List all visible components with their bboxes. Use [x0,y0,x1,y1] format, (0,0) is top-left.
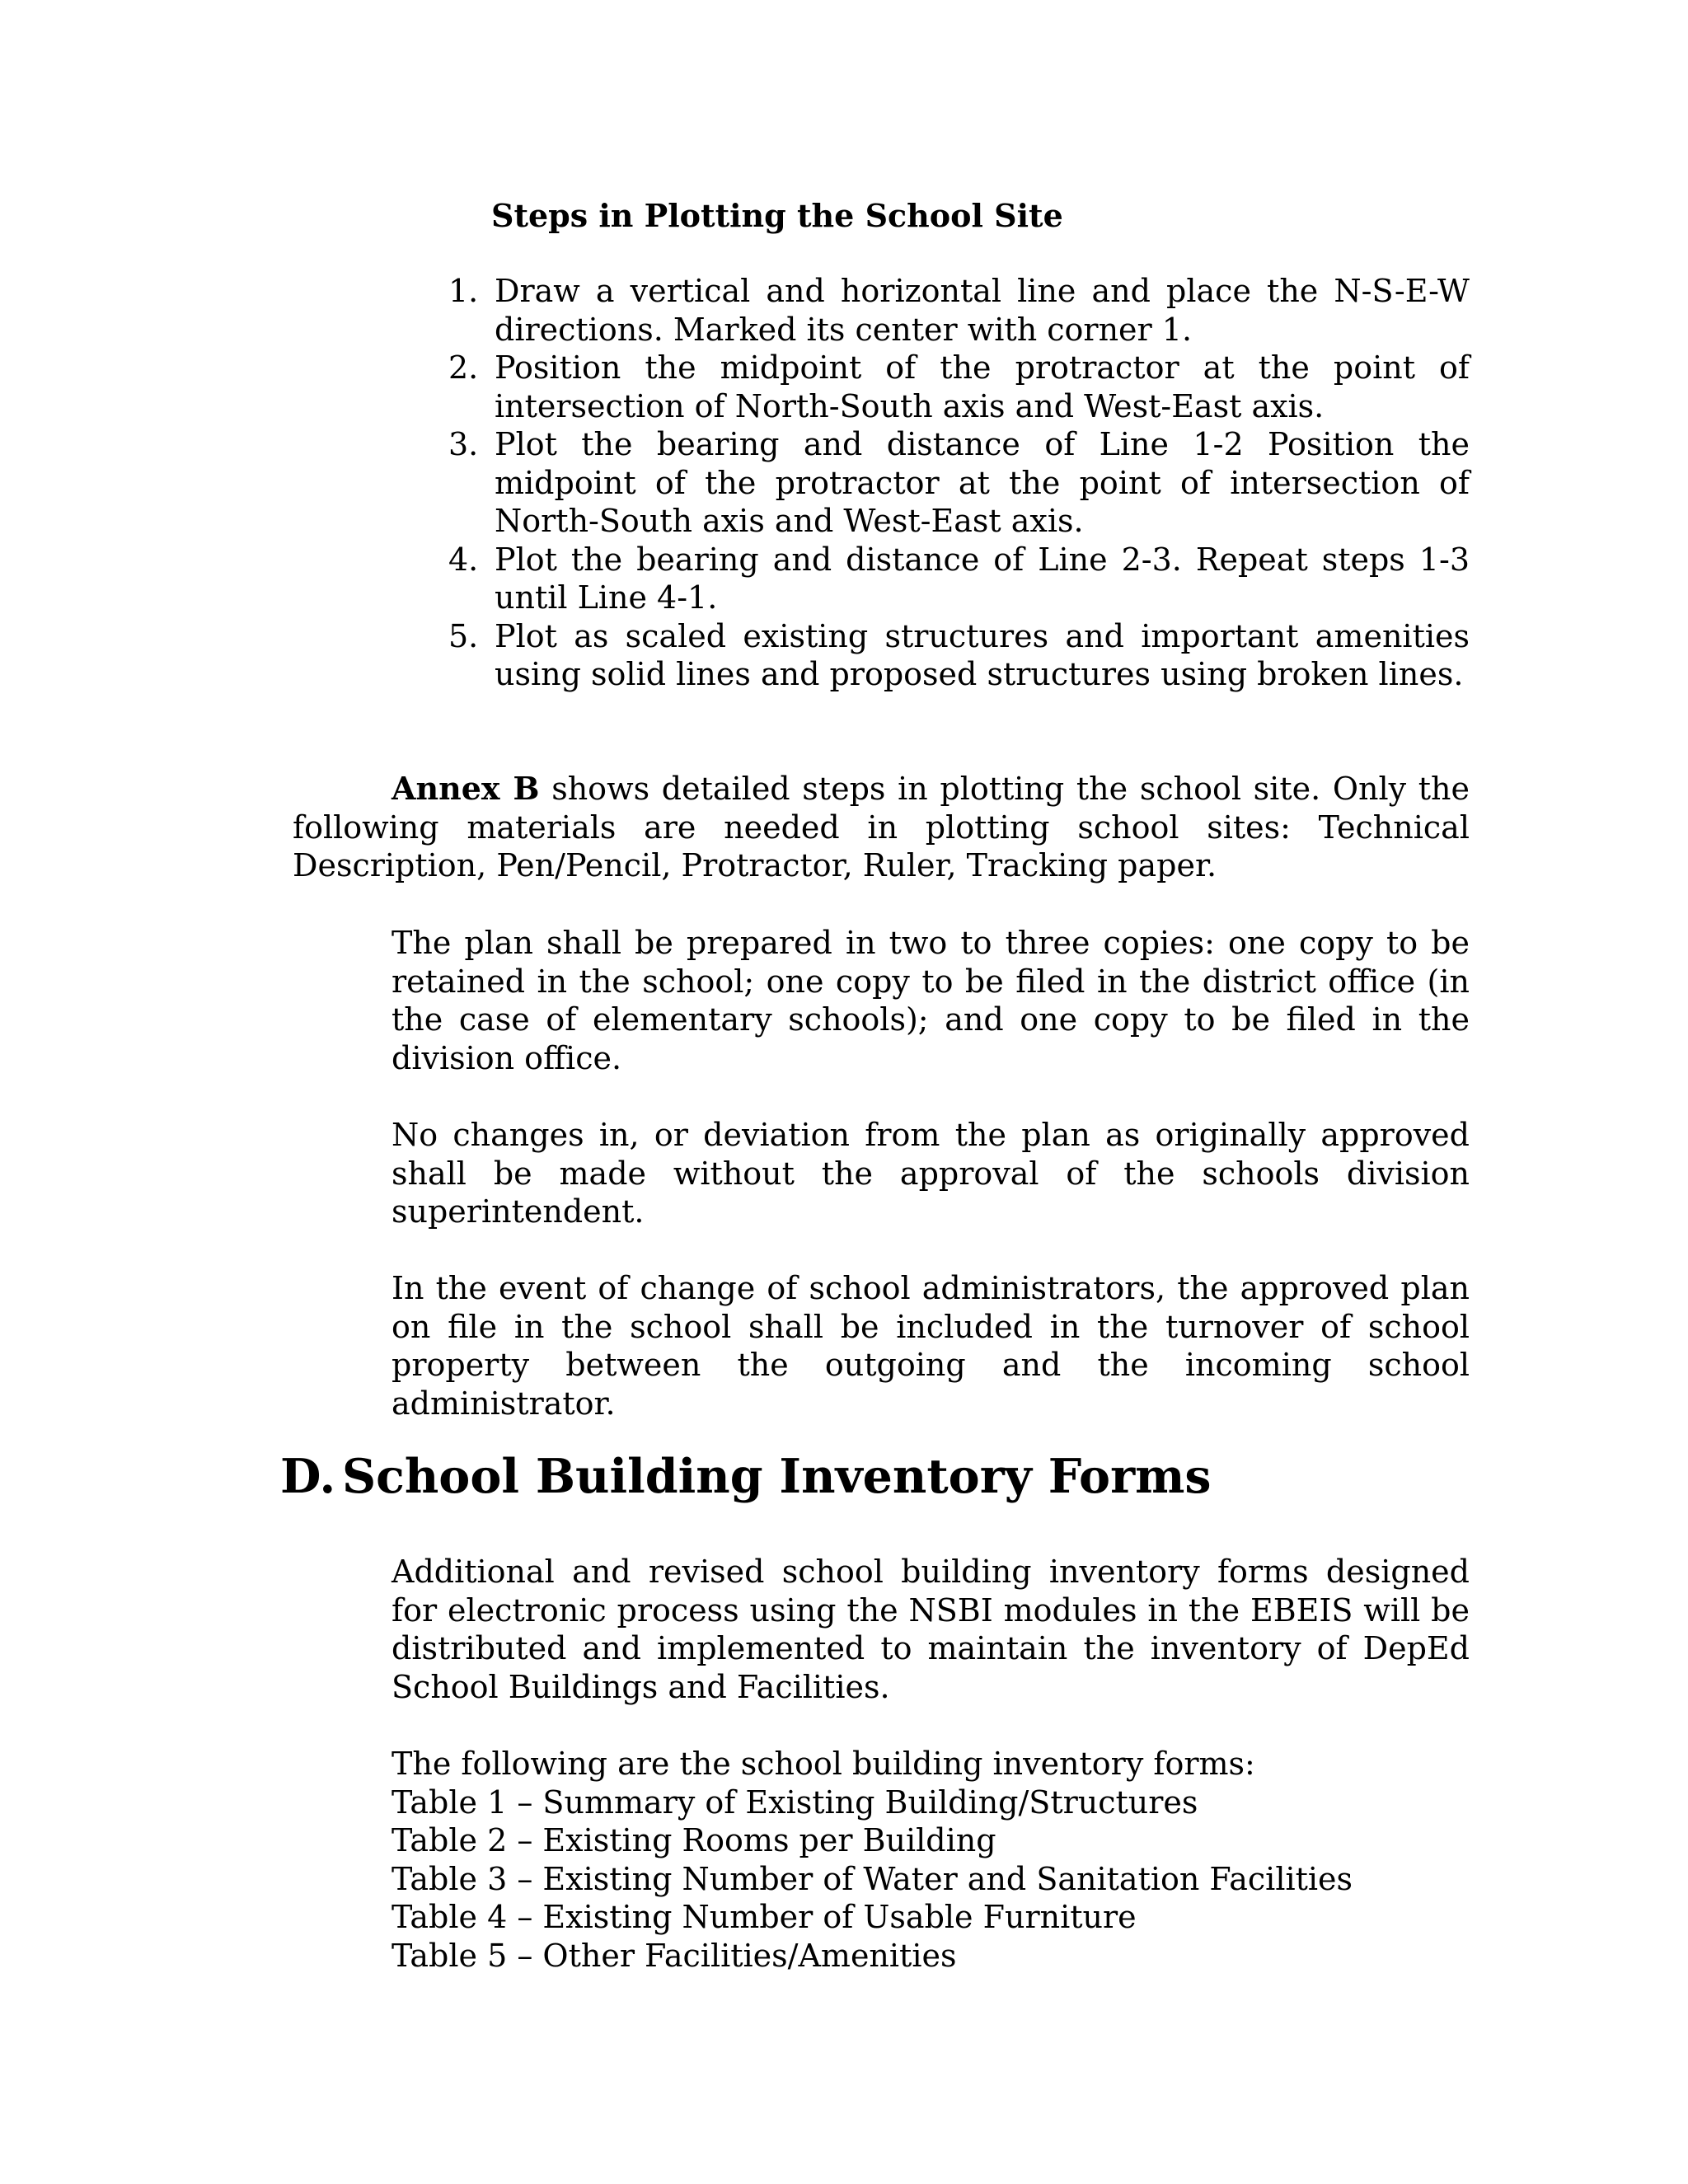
step-number: 2. [448,349,479,386]
annex-label: Annex B [392,770,540,807]
step-item [448,541,1470,617]
turnover-paragraph: In the event of change of school administrators, the approved plan on file in the school shall be included in the turnover of school property between the outgoing and the incoming school administrator. [392,1270,1470,1422]
step-number: 4. [448,541,479,578]
step-number: 3. [448,426,479,462]
form-item: Table 3 – Existing Number of Water and Sanitation Facilities [392,1860,1353,1897]
section-heading [280,1449,1212,1504]
step-item [448,349,1470,425]
step-item [448,425,1470,541]
step-number: 5. [448,617,479,654]
step-text: Plot the bearing and distance of Line 2-3. Repeat steps 1-3 until Line 4-1. [495,541,1470,616]
section-title: School Building Inventory Forms [342,1449,1212,1504]
step-text: Plot the bearing and distance of Line 1-2 Position the midpoint of the protractor at the point of intersection of North-South axis and West-East axis. [495,426,1470,539]
step-number: 1. [448,273,479,309]
step-text: Draw a vertical and horizontal line and place the N-S-E-W directions. Marked its center with corner 1. [495,273,1470,348]
steps-heading: Steps in Plotting the School Site [491,197,1063,234]
annex-text: shows detailed steps in plotting the school site. Only the following materials are needed in plotting school sites: Technical Description, Pen/Pencil, Protractor, Ruler, Tracking paper. [293,771,1470,883]
form-item: Table 2 – Existing Rooms per Building [392,1822,996,1858]
step-text: Plot as scaled existing structures and important amenities using solid lines and proposed structures using broken lines. [495,617,1470,692]
form-item: Table 1 – Summary of Existing Building/Structures [392,1783,1198,1821]
annex-paragraph [293,770,1470,885]
form-item: Table 4 – Existing Number of Usable Furniture [392,1899,1137,1935]
forms-intro: The following are the school building inventory forms: [392,1746,1255,1782]
changes-paragraph: No changes in, or deviation from the plan as originally approved shall be made without the approval of the schools division superintendent. [392,1117,1470,1230]
section-letter: D. [280,1449,336,1504]
step-item [448,272,1470,349]
step-text: Position the midpoint of the protractor at the point of intersection of North-South axis and West-East axis. [495,349,1470,424]
form-item: Table 5 – Other Facilities/Amenities [392,1937,957,1974]
additional-forms-paragraph: Additional and revised school building inventory forms designed for electronic process using the NSBI modules in the EBEIS will be distributed and implemented to maintain the inventory of DepEd School Buildings and Facilities. [392,1554,1470,1705]
copies-paragraph: The plan shall be prepared in two to three copies: one copy to be retained in the school; one copy to be filed in the district office (in the case of elementary schools); and one copy to be filed in the division office. [392,925,1470,1076]
forms-list [392,1745,1353,1975]
steps-list [448,272,1470,694]
step-item [448,617,1470,694]
